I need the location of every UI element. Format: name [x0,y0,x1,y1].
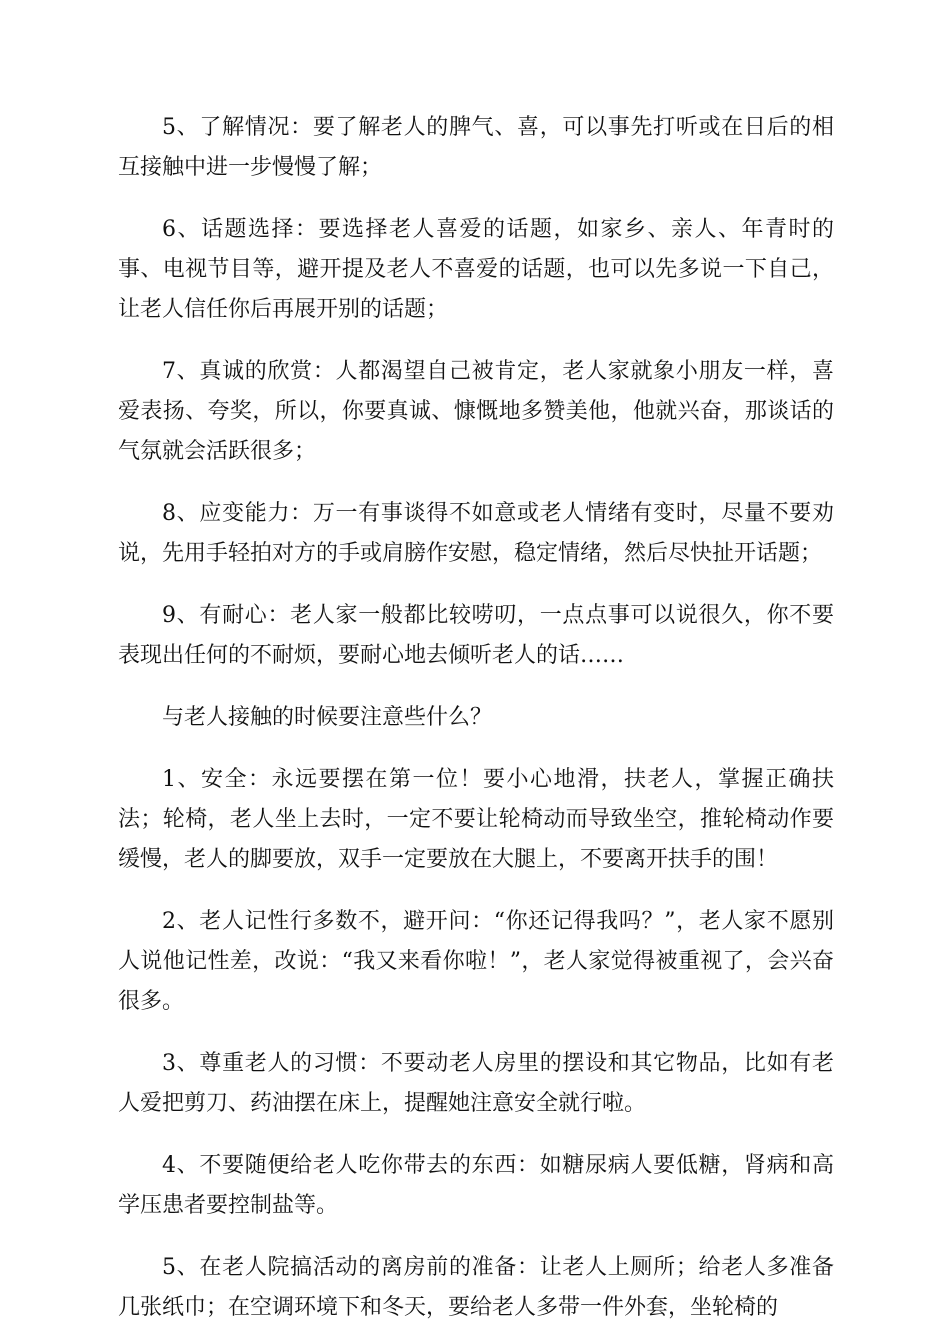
section-heading: 与老人接触的时候要注意些什么？ [162,705,493,730]
paragraph-memory: 2、老人记性行多数不，避开问：“你还记得我吗？”，老人家不愿别人说他记性差，改说：“我又来看你啦！”，老人家觉得被重视了，会兴奋很多。 [118,909,834,1014]
paragraph-respect-habits: 3、尊重老人的习惯：不要动老人房里的摆设和其它物品，比如有老人爱把剪刀、药油摆在床上，提醒她注意安全就行啦。 [118,1051,834,1116]
paragraph-understand-situation: 5、了解情况：要了解老人的脾气、喜，可以事先打听或在日后的相互接触中进一步慢慢了解； [118,115,834,180]
paragraph-adaptability: 8、应变能力：万一有事谈得不如意或老人情绪有变时，尽量不要劝说，先用手轻拍对方的手或肩膀作安慰，稳定情绪，然后尽快扯开话题； [118,501,834,566]
paragraph-topic-choice: 6、话题选择：要选择老人喜爱的话题，如家乡、亲人、年青时的事、电视节目等，避开提及老人不喜爱的话题，也可以先多说一下自己，让老人信任你后再展开别的话题； [118,217,834,322]
paragraph-safety: 1、安全：永远要摆在第一位！要小心地滑，扶老人，掌握正确扶法；轮椅，老人坐上去时，一定不要让轮椅动而导致坐空，推轮椅动作要缓慢，老人的脚要放，双手一定要放在大腿上，不要离开扶手的围！ [118,767,834,872]
paragraph-sincere-appreciation: 7、真诚的欣赏：人都渴望自己被肯定，老人家就象小朋友一样，喜爱表扬、夸奖，所以，你要真诚、慷慨地多赞美他，他就兴奋，那谈话的气氛就会活跃很多； [118,359,834,464]
paragraph-preparation: 5、在老人院搞活动的离房前的准备：让老人上厕所；给老人多准备几张纸巾；在空调环境下和冬天，要给老人多带一件外套，坐轮椅的 [118,1255,834,1320]
paragraph-food: 4、不要随便给老人吃你带去的东西：如糖尿病人要低糖，肾病和高学压患者要控制盐等。 [118,1153,834,1218]
paragraph-patience: 9、有耐心：老人家一般都比较唠叨，一点点事可以说很久，你不要表现出任何的不耐烦，要耐心地去倾听老人的话…… [118,603,834,668]
